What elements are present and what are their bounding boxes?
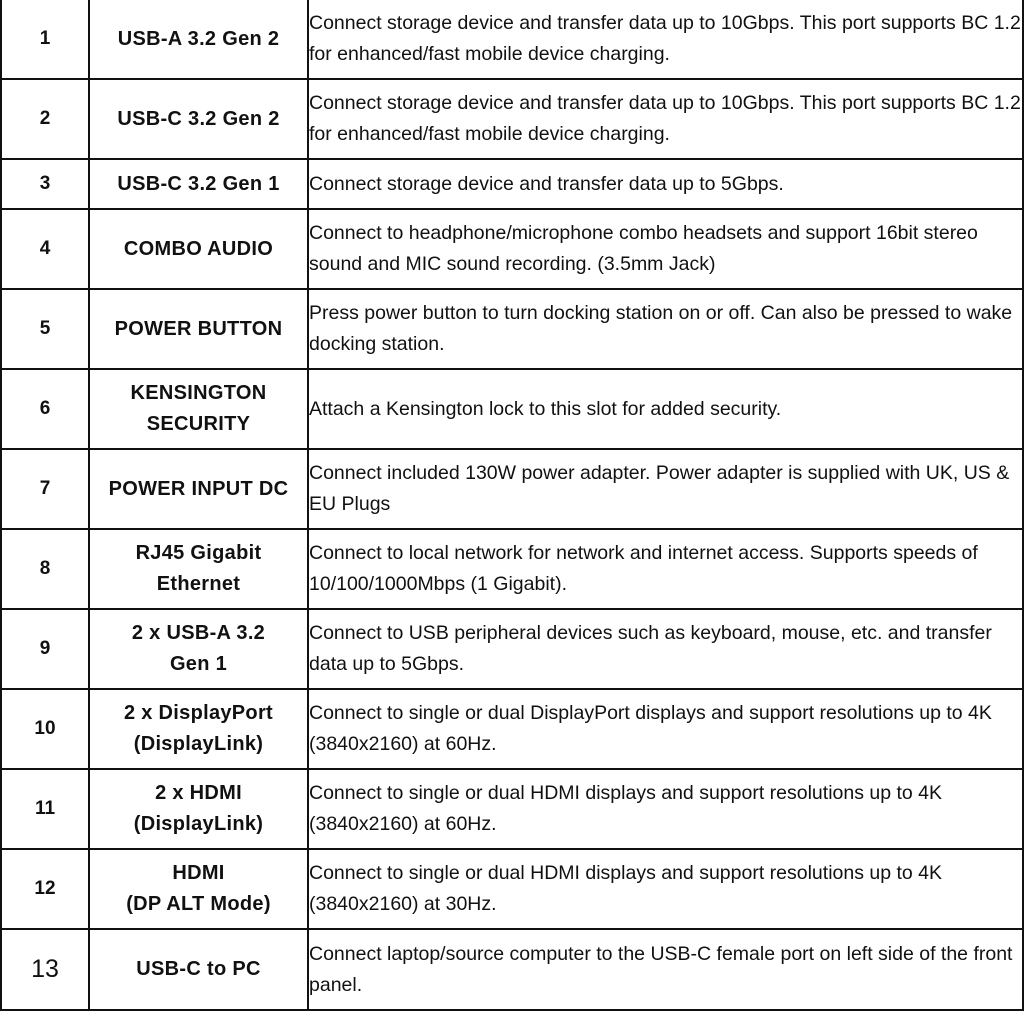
port-number: 1 [1, 0, 89, 79]
port-number: 9 [1, 609, 89, 689]
port-name: USB-C 3.2 Gen 1 [89, 159, 308, 209]
port-name: HDMI (DP ALT Mode) [89, 849, 308, 929]
port-number: 4 [1, 209, 89, 289]
port-description: Attach a Kensington lock to this slot for added security. [308, 369, 1023, 449]
table-row [1, 849, 1023, 929]
table-row [1, 159, 1023, 209]
port-description: Connect to USB peripheral devices such as keyboard, mouse, etc. and transfer data up to 5Gbps. [308, 609, 1023, 689]
port-number: 7 [1, 449, 89, 529]
port-number: 6 [1, 369, 89, 449]
port-description: Connect to single or dual DisplayPort displays and support resolutions up to 4K (3840x2160) at 60Hz. [308, 689, 1023, 769]
port-number: 12 [1, 849, 89, 929]
port-description: Connect to headphone/microphone combo headsets and support 16bit stereo sound and MIC sound recording. (3.5mm Jack) [308, 209, 1023, 289]
port-name: COMBO AUDIO [89, 209, 308, 289]
port-description: Connect to single or dual HDMI displays and support resolutions up to 4K (3840x2160) at 60Hz. [308, 769, 1023, 849]
port-number: 2 [1, 79, 89, 159]
table-row [1, 369, 1023, 449]
port-name: RJ45 Gigabit Ethernet [89, 529, 308, 609]
table-row [1, 79, 1023, 159]
table-row [1, 529, 1023, 609]
port-description: Connect storage device and transfer data up to 10Gbps. This port supports BC 1.2 for enhanced/fast mobile device charging. [308, 79, 1023, 159]
port-name: USB-C 3.2 Gen 2 [89, 79, 308, 159]
port-description: Connect to local network for network and internet access. Supports speeds of 10/100/1000Mbps (1 Gigabit). [308, 529, 1023, 609]
port-description: Connect storage device and transfer data up to 10Gbps. This port supports BC 1.2 for enhanced/fast mobile device charging. [308, 0, 1023, 79]
table-row [1, 0, 1023, 79]
port-number: 13 [1, 929, 89, 1010]
table-row [1, 609, 1023, 689]
port-number: 10 [1, 689, 89, 769]
port-name: 2 x USB-A 3.2 Gen 1 [89, 609, 308, 689]
port-description: Press power button to turn docking station on or off. Can also be pressed to wake docking station. [308, 289, 1023, 369]
port-name: 2 x HDMI (DisplayLink) [89, 769, 308, 849]
port-name: USB-A 3.2 Gen 2 [89, 0, 308, 79]
port-number: 11 [1, 769, 89, 849]
port-name: 2 x DisplayPort (DisplayLink) [89, 689, 308, 769]
port-name: USB-C to PC [89, 929, 308, 1010]
table-row [1, 449, 1023, 529]
port-description: Connect to single or dual HDMI displays and support resolutions up to 4K (3840x2160) at 30Hz. [308, 849, 1023, 929]
port-name: KENSINGTON SECURITY [89, 369, 308, 449]
port-description: Connect laptop/source computer to the USB-C female port on left side of the front panel. [308, 929, 1023, 1010]
table-row [1, 929, 1023, 1010]
table-row [1, 689, 1023, 769]
port-number: 5 [1, 289, 89, 369]
port-name: POWER BUTTON [89, 289, 308, 369]
port-number: 3 [1, 159, 89, 209]
port-description: Connect included 130W power adapter. Power adapter is supplied with UK, US & EU Plugs [308, 449, 1023, 529]
table-row [1, 289, 1023, 369]
port-name: POWER INPUT DC [89, 449, 308, 529]
table-row [1, 209, 1023, 289]
port-number: 8 [1, 529, 89, 609]
port-description: Connect storage device and transfer data up to 5Gbps. [308, 159, 1023, 209]
table-row [1, 769, 1023, 849]
